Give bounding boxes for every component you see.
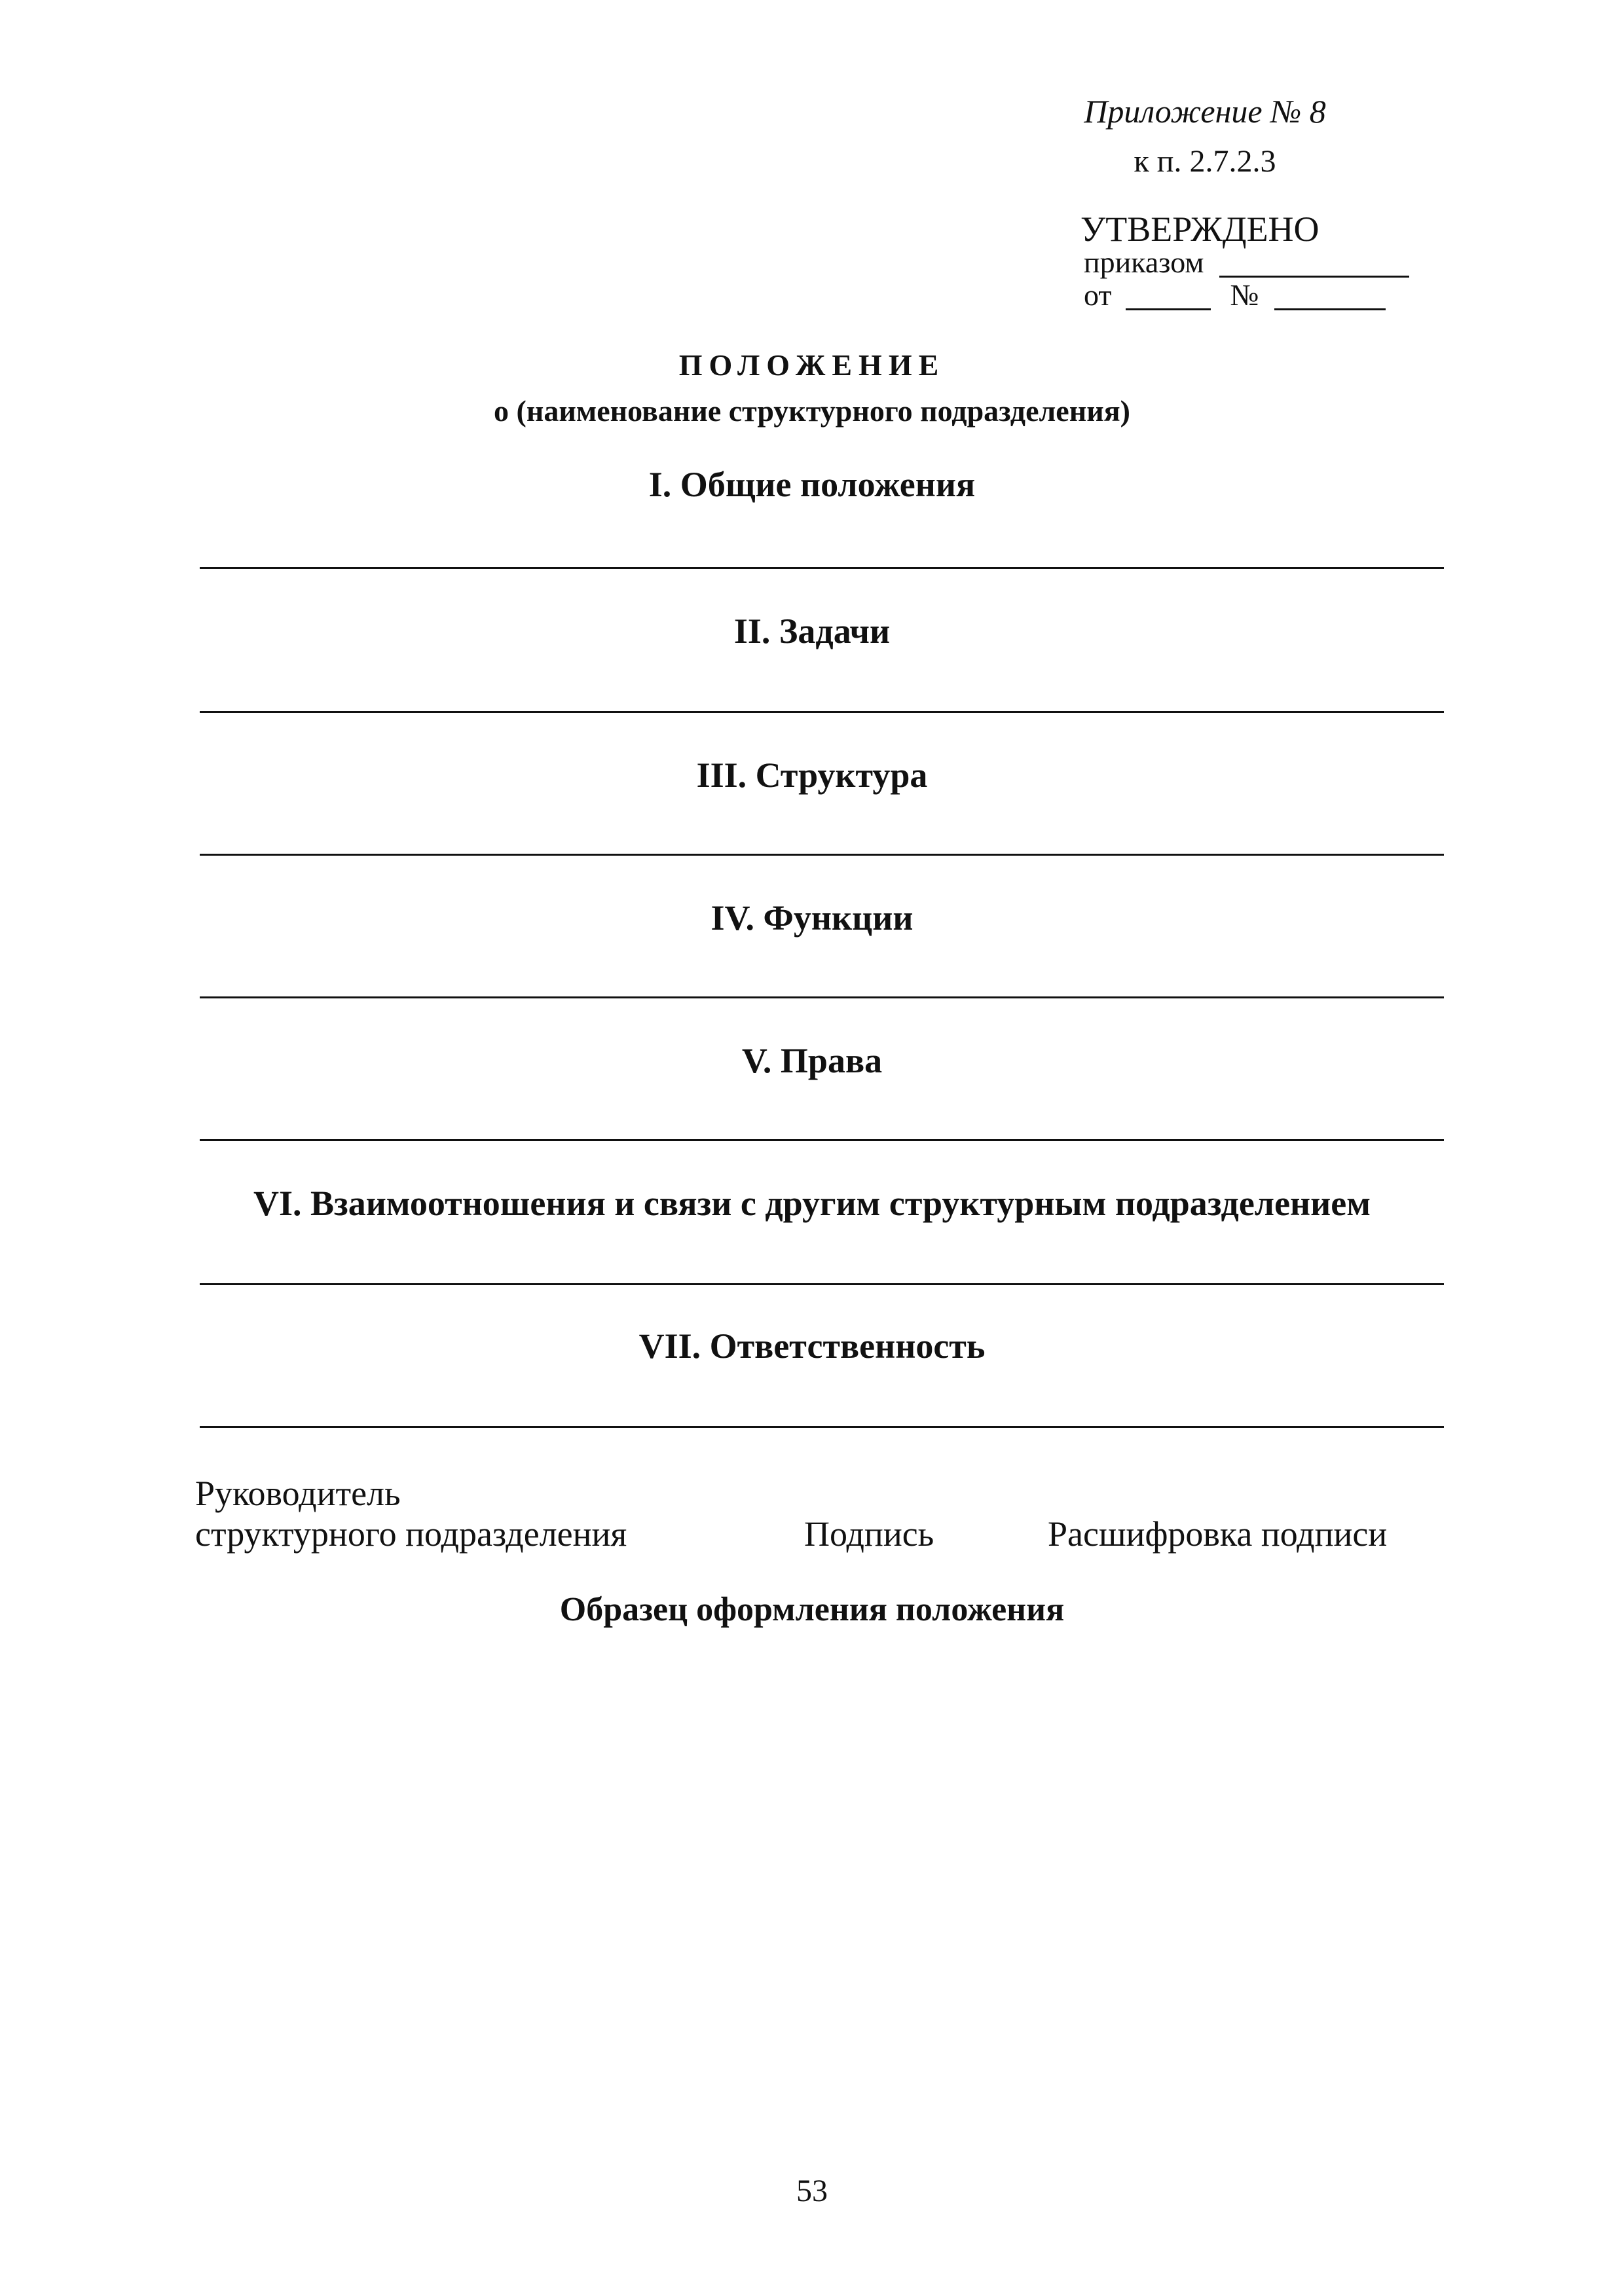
document-subtitle: о (наименование структурного подразделения) — [494, 394, 1130, 428]
section-heading-7: VII. Ответственность — [638, 1326, 986, 1366]
date-label: от — [1084, 278, 1112, 312]
order-line — [1084, 247, 1409, 278]
section-heading-6: VI. Взаимоотношения и связи с другим структурным подразделением — [253, 1184, 1371, 1223]
section-rule-6 — [200, 1283, 1444, 1285]
section-heading-4: IV. Функции — [710, 898, 913, 938]
order-blank — [1219, 249, 1409, 278]
section-rule-3 — [200, 854, 1444, 856]
order-label: приказом — [1084, 246, 1204, 279]
date-number-line — [1084, 280, 1386, 310]
page-number: 53 — [796, 2174, 828, 2208]
figure-caption: Образец оформления положения — [559, 1591, 1065, 1628]
document-title: ПОЛОЖЕНИЕ — [678, 348, 946, 382]
signature-decode-label: Расшифровка подписи — [1048, 1514, 1388, 1554]
signature-role-line-2: структурного подразделения — [195, 1514, 627, 1554]
signature-role — [195, 1473, 627, 1554]
section-heading-5: V. Права — [741, 1041, 883, 1080]
signature-role-line-1: Руководитель — [195, 1474, 401, 1513]
signature-sign-label: Подпись — [804, 1514, 934, 1554]
section-rule-4 — [200, 996, 1444, 998]
section-rule-5 — [200, 1139, 1444, 1141]
section-heading-1: I. Общие положения — [648, 465, 976, 504]
appendix-reference: к п. 2.7.2.3 — [1134, 144, 1276, 179]
date-blank — [1126, 282, 1211, 310]
appendix-label: Приложение № 8 — [1084, 93, 1326, 130]
section-rule-1 — [200, 567, 1444, 569]
section-rule-7 — [200, 1426, 1444, 1428]
number-blank — [1274, 282, 1386, 310]
section-heading-3: III. Структура — [696, 756, 928, 795]
section-rule-2 — [200, 711, 1444, 713]
section-heading-2: II. Задачи — [733, 611, 891, 651]
approved-stamp: УТВЕРЖДЕНО — [1080, 210, 1320, 249]
number-label: № — [1230, 278, 1259, 312]
